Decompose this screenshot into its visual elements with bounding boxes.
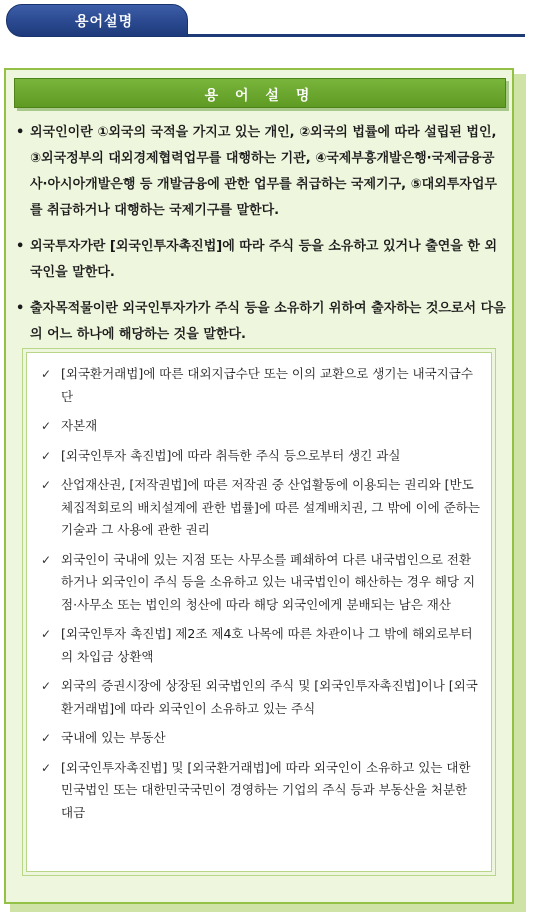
bullet-icon: • — [16, 239, 25, 254]
check-icon: ✓ — [41, 760, 52, 775]
list-item-text: [외국인투자 촉진법]에 따라 취득한 주식 등으로부터 생긴 과실 — [61, 447, 401, 463]
list-item — [41, 474, 481, 542]
bullet-icon: • — [16, 125, 25, 140]
investment-object-box — [22, 348, 496, 876]
list-item — [41, 675, 481, 720]
top-header-bar — [0, 0, 533, 40]
definition-item — [16, 296, 506, 348]
glossary-panel — [4, 68, 514, 904]
definition-list — [16, 120, 506, 358]
list-item — [41, 757, 481, 825]
list-item — [41, 445, 481, 468]
definition-item — [16, 234, 506, 286]
list-item — [41, 549, 481, 617]
list-item-text: 국내에 있는 부동산 — [61, 730, 166, 745]
header-tab-title: 용어설명 — [75, 14, 134, 30]
check-icon: ✓ — [41, 627, 52, 641]
list-item — [41, 363, 481, 408]
list-item-text: 산업재산권, [저작권법]에 따른 저작권 중 산업활동에 이용되는 권리와 [반도체집적회로의 배치설계에 관한 법률]에 따른 설계배치권, 그 밖에 이에 준하는 기술과 그 사용에 관한 권리 — [61, 477, 480, 537]
check-icon: ✓ — [41, 552, 52, 567]
check-list — [41, 363, 481, 831]
definition-text: 출자목적물이란 외국인투자가가 주식 등을 소유하기 위하여 출자하는 것으로서 다음의 어느 하나에 해당하는 것을 말한다. — [30, 301, 506, 342]
check-icon: ✓ — [41, 419, 52, 433]
list-item — [41, 623, 481, 668]
list-item-text: [외국환거래법]에 따른 대외지급수단 또는 이의 교환으로 생기는 내국지급수단 — [61, 366, 473, 404]
definition-item — [16, 120, 506, 224]
list-item-text: [외국인투자 촉진법] 제2조 제4호 나목에 따른 차관이나 그 밖에 해외로부터의 차입금 상환액 — [61, 626, 473, 664]
definition-text: 외국인이란 ①외국의 국적을 가지고 있는 개인, ②외국의 법률에 따라 설립된 법인, ③외국정부의 대외경제협력업무를 대행하는 기관, ④국제부흥개발은행·국제금융공사·아시아개발은행 등 개발금융에 관한 업무를 취급하는 국제기구, ⑤대외투자업무를 취급하거나 대행하는 국제기구를 말한다. — [30, 125, 497, 218]
header-tab — [6, 4, 188, 37]
list-item-text: 외국의 증권시장에 상장된 외국법인의 주식 및 [외국인투자촉진법]이나 [외국환거래법]에 따라 외국인이 소유하고 있는 주식 — [61, 678, 478, 716]
list-item — [41, 415, 481, 438]
list-item-text: [외국인투자촉진법] 및 [외국환거래법]에 따라 외국인이 소유하고 있는 대한민국법인 또는 대한민국국민이 경영하는 기업의 주식 등과 부동산을 처분한 대금 — [61, 759, 471, 820]
list-item — [41, 727, 481, 750]
panel-header — [14, 78, 506, 108]
list-item-text: 외국인이 국내에 있는 지점 또는 사무소를 폐쇄하여 다른 내국법인으로 전환하거나 외국인이 주식 등을 소유하고 있는 내국법인이 해산하는 경우 해당 지점·사무소 또는 법인의 청산에 따라 해당 외국인에게 분배되는 남은 재산 — [61, 551, 476, 612]
definition-text: 외국투자가란 [외국인투자촉진법]에 따라 주식 등을 소유하고 있거나 출연을 한 외국인을 말한다. — [30, 239, 498, 280]
check-icon: ✓ — [41, 367, 52, 381]
check-icon: ✓ — [41, 731, 52, 745]
check-icon: ✓ — [41, 448, 52, 463]
list-item-text: 자본재 — [61, 418, 98, 433]
check-icon: ✓ — [41, 679, 52, 693]
bullet-icon: • — [16, 301, 25, 316]
check-icon: ✓ — [41, 478, 52, 492]
panel-title: 용 어 설 명 — [204, 88, 316, 104]
